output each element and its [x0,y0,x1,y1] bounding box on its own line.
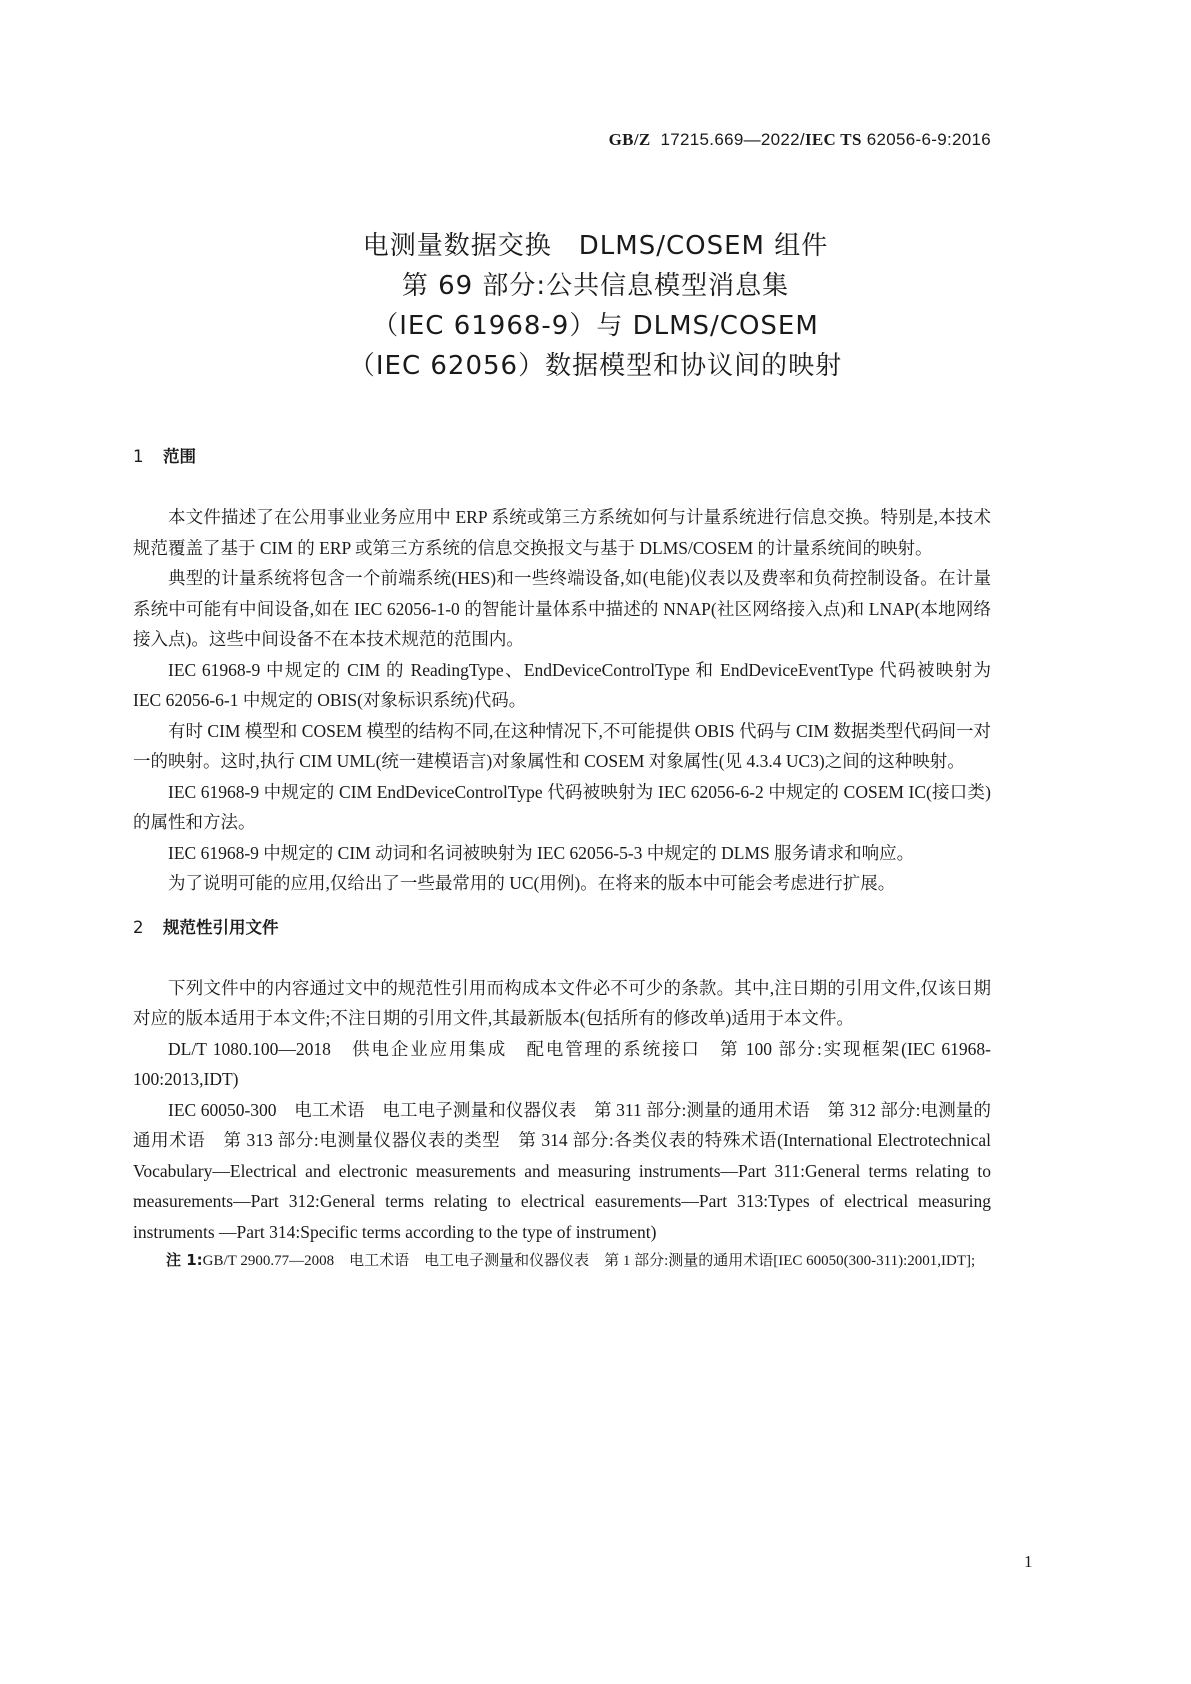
page-number: 1 [1024,1552,1033,1571]
note-label: 注 1: [166,1251,203,1269]
paragraph: 本文件描述了在公用事业业务应用中 ERP 系统或第三方系统如何与计量系统进行信息交换。特别是,本技术规范覆盖了基于 CIM 的 ERP 或第三方系统的信息交换报文与基于 DLMS/COSEM 的计量系统间的映射。 [133,507,991,558]
note [166,1247,991,1275]
section-number: 2 [133,917,144,937]
paragraph: IEC 61968-9 中规定的 CIM 的 ReadingType、EndDeviceControlType 和 EndDeviceEventType 代码被映射为 IEC 62056-6-1 中规定的 OBIS(对象标识系统)代码。 [133,659,991,710]
paragraph: 有时 CIM 模型和 COSEM 模型的结构不同,在这种情况下,不可能提供 OBIS 代码与 CIM 数据类型代码间一对一的映射。这时,执行 CIM UML(统一建模语言)对象属性和 COSEM 对象属性(见 4.3.4 UC3)之间的这种映射。 [133,720,991,771]
section-heading-normative-references [133,913,991,943]
standard-number-header [609,130,991,150]
title-line: 第 69 部分:公共信息模型消息集 [401,271,790,301]
reference-item: DL/T 1080.100—2018 供电企业应用集成 配电管理的系统接口 第 100 部分:实现框架(IEC 61968-100:2013,IDT) [133,1038,991,1089]
iec-number: 62056-6-9:2016 [866,130,991,149]
iec-prefix: IEC TS [804,130,862,149]
section-heading-scope [133,442,991,472]
note-text: GB/T 2900.77—2008 电工术语 电工电子测量和仪器仪表 第 1 部分:测量的通用术语[IEC 60050(300-311):2001,IDT]; [202,1253,976,1269]
section-number: 1 [133,447,144,466]
title-line: 电测量数据交换 DLMS/COSEM 组件 [362,231,829,261]
reference-item: IEC 60050-300 电工术语 电工电子测量和仪器仪表 第 311 部分:测量的通用术语 第 312 部分:电测量的通用术语 第 313 部分:电测量仪器仪表的类型 第 314 部分:各类仪表的特殊术语(International Electrotechnical Vocabulary—Electrical and electronic measurements and measuring instruments—Part 311:General terms relating to measurements—Part 312:General terms relating to electrical easurements—Part 313:Types of electrical measuring instruments —Part 314:Specific terms according to the type of instrument) [133,1099,991,1242]
document-title [0,226,1191,386]
title-line: （IEC 61968-9）与 DLMS/COSEM [372,311,819,341]
section-title: 规范性引用文件 [163,917,279,937]
paragraph: IEC 61968-9 中规定的 CIM 动词和名词被映射为 IEC 62056-5-3 中规定的 DLMS 服务请求和响应。 [168,842,915,863]
document-body [133,442,991,1275]
standard-number: 17215.669—2022/ [660,130,805,149]
paragraph: IEC 61968-9 中规定的 CIM EndDeviceControlType 代码被映射为 IEC 62056-6-2 中规定的 COSEM IC(接口类)的属性和方法。 [133,781,991,832]
title-line: （IEC 62056）数据模型和协议间的映射 [348,351,843,381]
paragraph: 下列文件中的内容通过文中的规范性引用而构成本文件必不可少的条款。其中,注日期的引用文件,仅该日期对应的版本适用于本文件;不注日期的引用文件,其最新版本(包括所有的修改单)适用于本文件。 [133,977,991,1028]
standard-prefix: GB/Z [608,130,651,149]
paragraph: 典型的计量系统将包含一个前端系统(HES)和一些终端设备,如(电能)仪表以及费率和负荷控制设备。在计量系统中可能有中间设备,如在 IEC 62056-1-0 的智能计量体系中描述的 NNAP(社区网络接入点)和 LNAP(本地网络接入点)。这些中间设备不在本技术规范的范围内。 [133,568,991,649]
paragraph: 为了说明可能的应用,仅给出了一些最常用的 UC(用例)。在将来的版本中可能会考虑进行扩展。 [168,873,896,893]
section-title: 范围 [163,447,196,466]
